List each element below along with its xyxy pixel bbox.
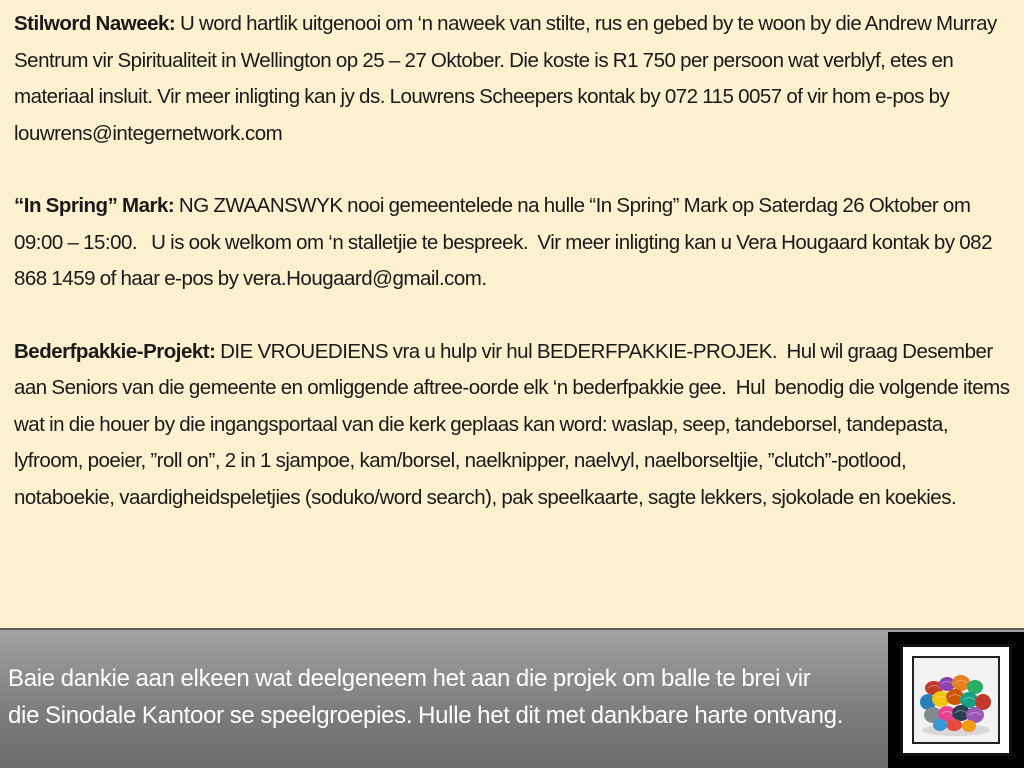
announcement-body: DIE VROUEDIENS vra u hulp vir hul BEDERFPAKKIE-PROJEK. Hul wil graag Desember aan Seniors van die gemeente en omliggende aftree-oorde elk ‘n bederfpakkie gee. Hul benodig die volgende items wat in die houer by die ingangsportaal van die kerk geplaas kan word: waslap, seep, tandeborsel, tandepasta, lyfroom, poeier, ”roll on”, 2 in 1 sjampoe, kam/borsel, naelknipper, naelvyl, naelborseltjie, ”clutch”-potlood, notaboekie, vaardigheidspeletjies (soduko/word search), pak speelkaarte, sagte lekkers, sjokolade en koekies. [14, 339, 1010, 509]
announcement-body: U word hartlik uitgenooi om ‘n naweek van stilte, rus en gebed by te woon by die Andrew Murray Sentrum vir Spiritualiteit in Wellington op 25 – 27 Oktober. Die koste is R1 750 per persoon wat verblyf, etes en materiaal insluit. Vir meer inligting kan jy ds. Louwrens Scheepers kontak by 072 115 0057 of vir hom e-pos by louwrens@integernetwork.com [14, 12, 997, 145]
knitted-balls-photo [912, 656, 1000, 744]
announcement-heading: Bederfpakkie-Projekt: [14, 339, 216, 363]
announcement-stilword-naweek [14, 6, 1010, 152]
thank-you-line-1: Baie dankie aan elkeen wat deelgeneem het aan die projek om balle te brei vir [8, 665, 811, 692]
thank-you-line-2: die Sinodale Kantoor se speelgroepies. Hulle het dit met dankbare harte ontvang. [8, 702, 844, 729]
knitted-balls-photo-frame [888, 632, 1024, 768]
announcement-heading: Stilword Naweek: [14, 12, 176, 35]
thank-you-banner [0, 628, 1024, 768]
photo-mat [900, 644, 1012, 756]
knitted-balls-image [914, 658, 998, 742]
thank-you-message [8, 660, 878, 734]
announcement-body: NG ZWAANSWYK nooi gemeentelede na hulle “In Spring” Mark op Saterdag 26 Oktober om 09:00 – 15:00. U is ook welkom om ‘n stalletjie te bespreek. Vir meer inligting kan u Vera Hougaard kontak by 082 868 1459 of haar e-pos by vera.Hougaard@gmail.com. [14, 194, 992, 290]
announcements [14, 6, 1010, 552]
announcement-in-spring-mark [14, 188, 1010, 298]
announcement-bederfpakkie-projekt [14, 334, 1010, 517]
announcement-heading: “In Spring” Mark: [14, 194, 175, 217]
